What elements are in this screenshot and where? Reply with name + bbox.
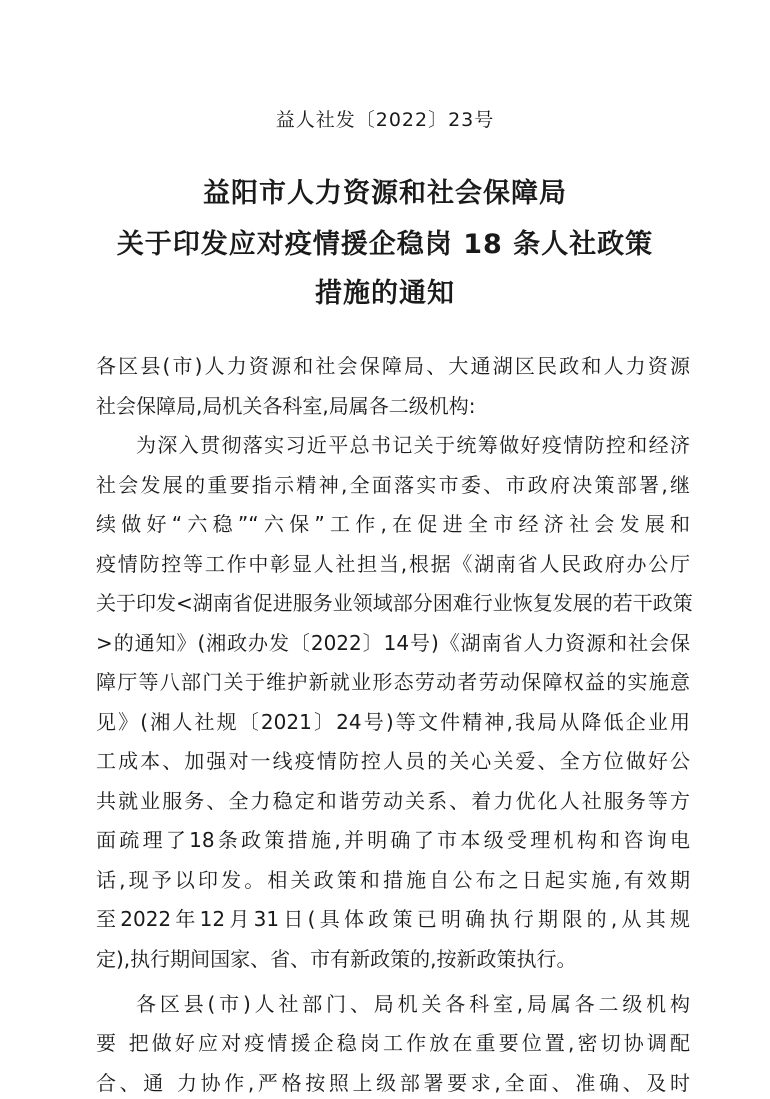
body-line: 社会发展的重要指示精神,全面落实市委、市政府决策部署,继 <box>96 473 690 497</box>
body-line: 见》(湘人社规〔2021〕24号)等文件精神,我局从降低企业用 <box>96 710 690 734</box>
body-line: >的通知》(湘政办发〔2022〕14号)《湖南省人力资源和社会保 <box>96 631 690 655</box>
title-line-3: 措施的通知 <box>315 278 455 309</box>
body-line: 要 把做好应对疫情援企稳岗工作放在重要位置,密切协调配 <box>96 1031 690 1055</box>
document-number: 益人社发〔2022〕23号 <box>275 109 495 131</box>
title-line-2: 关于印发应对疫情援企稳岗 18 条人社政策 <box>116 229 654 260</box>
body-line: 话,现予以印发。相关政策和措施自公布之日起实施,有效期 <box>96 868 690 892</box>
title-line-1: 益阳市人力资源和社会保障局 <box>203 178 567 209</box>
body-line: 疫情防控等工作中彰显人社担当,根据《湖南省人民政府办公厅 <box>96 552 690 576</box>
body-line: 各区县(市)人社部门、局机关各科室,局属各二级机构 <box>136 992 690 1016</box>
body-line: 续做好“六稳”“六保”工作,在促进全市经济社会发展和 <box>96 512 690 536</box>
body-line: 为深入贯彻落实习近平总书记关于统筹做好疫情防控和经济 <box>136 433 690 457</box>
body-line: 关于印发<湖南省促进服务业领域部分困难行业恢复发展的若干政策 <box>96 591 693 615</box>
body-line: 工成本、加强对一线疫情防控人员的关心关爱、全方位做好公 <box>96 749 690 773</box>
body-line: 社会保障局,局机关各科室,局属各二级机构: <box>96 394 476 418</box>
body-line: 障厅等八部门关于维护新就业形态劳动者劳动保障权益的实施意 <box>96 670 690 694</box>
body-line: 各区县(市)人力资源和社会保障局、大通湖区民政和人力资源 <box>96 354 690 378</box>
body-line: 面疏理了18条政策措施,并明确了市本级受理机构和咨询电 <box>96 828 690 852</box>
body-line: 共就业服务、全力稳定和谐劳动关系、着力优化人社服务等方 <box>96 789 690 813</box>
body-line: 合、通 力协作,严格按照上级部署要求,全面、准确、及时 <box>96 1071 690 1095</box>
body-line: 定),执行期间国家、省、市有新政策的,按新政策执行。 <box>96 947 577 971</box>
body-line: 至2022年12月31日(具体政策已明确执行期限的,从其规 <box>96 907 690 931</box>
